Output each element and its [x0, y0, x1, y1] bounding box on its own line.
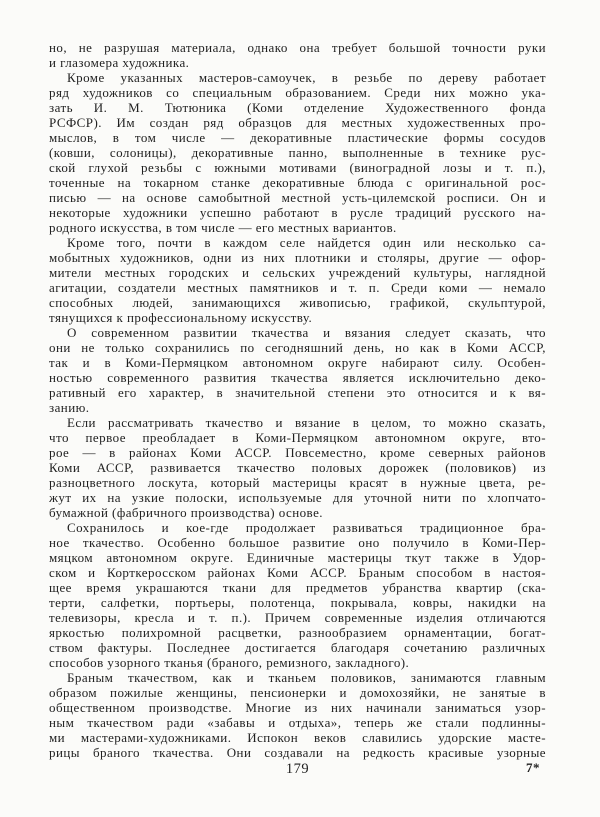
text-line: так и в Коми-Пермяцком автономном округе набирают силу. Особен-: [49, 355, 546, 370]
text-line: ностью современного развития ткачества является исключительно деко-: [49, 370, 546, 385]
text-line: но, не разрушая материала, однако она требует большой точности руки: [49, 40, 546, 55]
text-line: жут их на узкие полоски, используемые для уточной нити по хлопчато-: [49, 490, 546, 505]
text-line: мыслов, в том числе — декоративные пластические формы сосудов: [49, 130, 546, 145]
text-line: ряд художников со специальным образованием. Среди них можно ука-: [49, 85, 546, 100]
text-line: рицы браного ткачества. Они создавали на редкость красивые узорные: [49, 745, 546, 760]
paragraph: [49, 520, 546, 670]
text-line: мяцком автономном округе. Единичные мастерицы ткут также в Удор-: [49, 550, 546, 565]
text-line: О современном развитии ткачества и вязания следует сказать, что: [67, 325, 546, 340]
text-line: бумажной (фабричного производства) основе.: [49, 505, 323, 520]
text-line: они не только сохранились по сегодняшний день, но как в Коми АССР,: [49, 340, 546, 355]
text-line: способов узорного тканья (браного, ремизного, закладного).: [49, 655, 410, 670]
page-number: 179: [285, 761, 310, 777]
signature-mark: 7*: [526, 760, 540, 775]
text-line: образом пожилые женщины, пенсионерки и домохозяйки, не занятые в: [49, 685, 546, 700]
text-line: ском и Корткеросском районах Коми АССР. Браным способом в настоя-: [49, 565, 546, 580]
paragraph: [49, 70, 546, 235]
text-line: мители местных городских и сельских учреждений культуры, наглядной: [49, 265, 546, 280]
text-line: мобытных художников, одни из них плотники и столяры, другие — офор-: [49, 250, 546, 265]
text-line: щее время украшаются ткани для предметов убранства квартир (ска-: [49, 580, 546, 595]
page-footer: [49, 760, 546, 780]
text-line: Браным ткачеством, как и тканьем половиков, занимаются главным: [67, 670, 546, 685]
text-line: Сохранилось и кое-где продолжает развиваться традиционное бра-: [67, 520, 546, 535]
text-line: ративный его характер, в значительной степени это относится и к вя-: [49, 385, 546, 400]
text-line: зать И. М. Тютюника (Коми отделение Художественного фонда: [49, 100, 546, 115]
text-line: Кроме указанных мастеров-самоучек, в резьбе по дереву работает: [67, 70, 546, 85]
text-line: яркостью полихромной расцветки, разнообразием орнаментации, богат-: [49, 625, 546, 640]
text-line: РСФСР). Им создан ряд образцов для местных художественных про-: [49, 115, 546, 130]
text-line: агитации, создатели местных памятников и т. п. Среди коми — немало: [49, 280, 546, 295]
text-line: ным ткачеством ради «забавы и отдыха», теперь же стали подлинны-: [49, 715, 546, 730]
text-line: телевизоры, кресла и т. п.). Причем современные изделия отличаются: [49, 610, 546, 625]
text-line: ской глухой резьбы с южными мотивами (виноградной лозы и т. п.),: [49, 160, 546, 175]
text-line: писью — на основе самобытной местной усть-цилемской росписи. Он и: [49, 190, 546, 205]
text-line: способных людей, занимающихся живописью, графикой, скульптурой,: [49, 295, 546, 310]
text-line: Коми АССР, развивается ткачество половых дорожек (половиков) из: [49, 460, 546, 475]
text-line: разноцветного лоскута, который мастерицы красят в нужные цвета, ре-: [49, 475, 546, 490]
text-line: некоторые художники успешно работают в русле традиций русского на-: [49, 205, 546, 220]
text-line: точенные на токарном станке декоративные блюда с оригинальной рос-: [49, 175, 546, 190]
text-line: занию.: [49, 400, 90, 415]
paragraph: [49, 325, 546, 415]
paragraph: [49, 235, 546, 325]
paragraph: [49, 40, 546, 70]
text-line: общественном производстве. Многие из них начинали заниматься узор-: [49, 700, 546, 715]
text-line: родного искусства, в том числе — его местных вариантов.: [49, 220, 397, 235]
text-line: терти, салфетки, портьеры, полотенца, покрывала, ковры, накидки на: [49, 595, 546, 610]
text-line: тянущихся к профессиональному искусству.: [49, 310, 313, 325]
text-line: ством фактуры. Последнее достигается благодаря сочетанию различных: [49, 640, 546, 655]
text-line: ное ткачество. Особенно большое развитие оно получило в Коми-Пер-: [49, 535, 546, 550]
paragraph: [49, 670, 546, 760]
text-line: Если рассматривать ткачество и вязание в целом, то можно сказать,: [67, 415, 546, 430]
text-line: ми мастерами-художниками. Испокон веков славились удорские масте-: [49, 730, 546, 745]
text-line: (ковши, солоницы), декоративные панно, выполненные в технике рус-: [49, 145, 546, 160]
text-line: Кроме того, почти в каждом селе найдется один или несколько са-: [67, 235, 546, 250]
text-line: что первое преобладает в Коми-Пермяцком автономном округе, вто-: [49, 430, 546, 445]
text-line: и глазомера художника.: [49, 55, 190, 70]
body-text: [49, 40, 546, 760]
paragraph: [49, 415, 546, 520]
text-line: рое — в районах Коми АССР. Повсеместно, кроме северных районов: [49, 445, 546, 460]
